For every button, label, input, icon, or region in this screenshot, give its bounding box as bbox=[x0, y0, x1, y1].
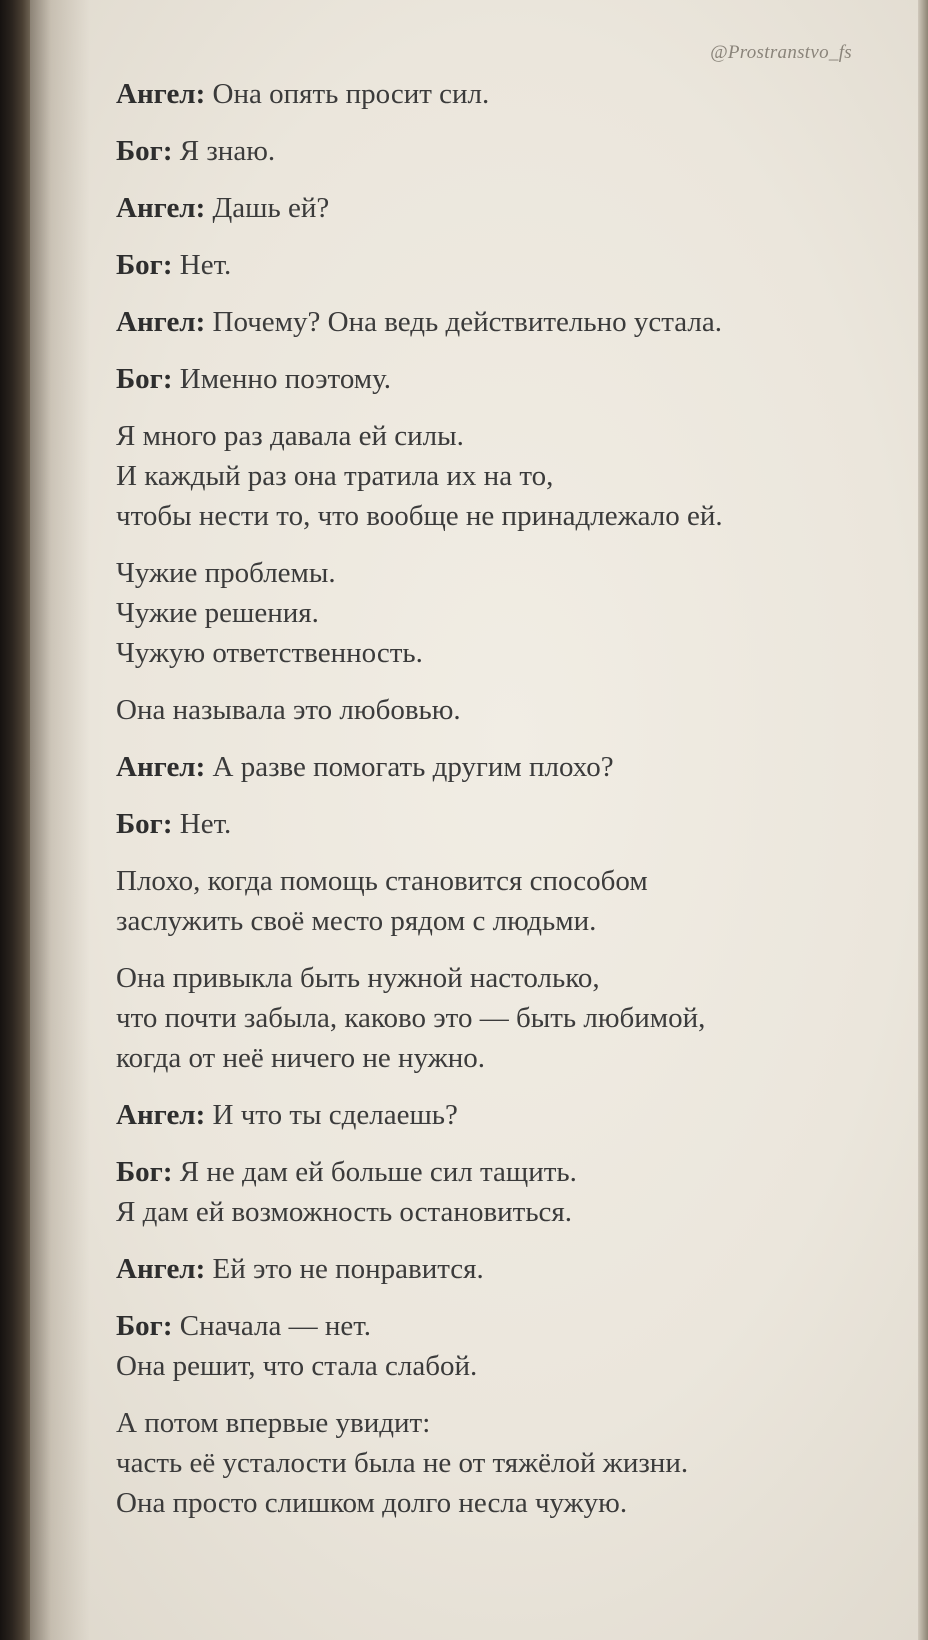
line-text: Почему? Она ведь действительно устала. bbox=[205, 306, 722, 338]
text-line bbox=[116, 1192, 886, 1232]
dialogue-block bbox=[116, 1249, 886, 1289]
watermark: @Prostranstvo_fs bbox=[710, 42, 852, 63]
dialogue-block bbox=[116, 416, 886, 536]
line-text: Она опять просит сил. bbox=[205, 78, 490, 110]
dialogue-text bbox=[116, 74, 886, 1540]
text-line bbox=[116, 1346, 886, 1386]
spine-shadow bbox=[30, 0, 90, 1640]
dialogue-block bbox=[116, 747, 886, 787]
speaker-label: Ангел: bbox=[116, 192, 206, 224]
text-line bbox=[116, 901, 886, 941]
dialogue-block bbox=[116, 1306, 886, 1386]
line-text: А потом впервые увидит: bbox=[116, 1407, 431, 1439]
text-line bbox=[116, 74, 886, 114]
dialogue-block bbox=[116, 1403, 886, 1523]
speaker-label: Ангел: bbox=[116, 1099, 206, 1131]
line-text: Чужую ответственность. bbox=[116, 637, 423, 669]
speaker-label: Ангел: bbox=[116, 1253, 206, 1285]
speaker-label: Бог: bbox=[116, 135, 173, 167]
speaker-label: Бог: bbox=[116, 249, 173, 281]
line-text: И каждый раз она тратила их на то, bbox=[116, 460, 554, 492]
line-text: Я дам ей возможность остановиться. bbox=[116, 1196, 573, 1228]
dialogue-block bbox=[116, 1152, 886, 1232]
text-line bbox=[116, 131, 886, 171]
text-line bbox=[116, 1152, 886, 1192]
line-text: Нет. bbox=[172, 249, 232, 281]
text-line bbox=[116, 1443, 886, 1483]
text-line bbox=[116, 496, 886, 536]
line-text: Ей это не понравится. bbox=[205, 1253, 484, 1285]
text-line bbox=[116, 188, 886, 228]
text-line bbox=[116, 553, 886, 593]
dialogue-block bbox=[116, 74, 886, 114]
dialogue-block bbox=[116, 131, 886, 171]
text-line bbox=[116, 456, 886, 496]
text-line bbox=[116, 1403, 886, 1443]
line-text: Именно поэтому. bbox=[172, 363, 391, 395]
line-text: Она привыкла быть нужной настолько, bbox=[116, 962, 600, 994]
text-line bbox=[116, 1483, 886, 1523]
text-line bbox=[116, 302, 886, 342]
book-spine bbox=[0, 0, 30, 1640]
line-text: что почти забыла, каково это — быть любимой, bbox=[116, 1002, 706, 1034]
line-text: И что ты сделаешь? bbox=[205, 1099, 458, 1131]
text-line bbox=[116, 690, 886, 730]
text-line bbox=[116, 747, 886, 787]
line-text: Она просто слишком долго несла чужую. bbox=[116, 1487, 628, 1519]
text-line bbox=[116, 861, 886, 901]
speaker-label: Бог: bbox=[116, 808, 173, 840]
text-line bbox=[116, 1249, 886, 1289]
line-text: Дашь ей? bbox=[205, 192, 330, 224]
speaker-label: Бог: bbox=[116, 363, 173, 395]
dialogue-block bbox=[116, 188, 886, 228]
line-text: часть её усталости была не от тяжёлой жизни. bbox=[116, 1447, 689, 1479]
line-text: А разве помогать другим плохо? bbox=[205, 751, 614, 783]
text-line bbox=[116, 958, 886, 998]
dialogue-block bbox=[116, 861, 886, 941]
text-line bbox=[116, 633, 886, 673]
line-text: Я знаю. bbox=[172, 135, 276, 167]
speaker-label: Ангел: bbox=[116, 78, 206, 110]
dialogue-block bbox=[116, 302, 886, 342]
dialogue-block bbox=[116, 359, 886, 399]
line-text: Я не дам ей больше сил тащить. bbox=[172, 1156, 577, 1188]
dialogue-block bbox=[116, 958, 886, 1078]
line-text: когда от неё ничего не нужно. bbox=[116, 1042, 485, 1074]
text-line bbox=[116, 1095, 886, 1135]
dialogue-block bbox=[116, 553, 886, 673]
text-line bbox=[116, 416, 886, 456]
text-line bbox=[116, 804, 886, 844]
text-line bbox=[116, 998, 886, 1038]
line-text: чтобы нести то, что вообще не принадлежало ей. bbox=[116, 500, 723, 532]
text-line bbox=[116, 245, 886, 285]
text-line bbox=[116, 1038, 886, 1078]
text-line bbox=[116, 359, 886, 399]
line-text: Я много раз давала ей силы. bbox=[116, 420, 464, 452]
dialogue-block bbox=[116, 804, 886, 844]
line-text: заслужить своё место рядом с людьми. bbox=[116, 905, 597, 937]
speaker-label: Бог: bbox=[116, 1156, 173, 1188]
line-text: Чужие проблемы. bbox=[116, 557, 336, 589]
dialogue-block bbox=[116, 245, 886, 285]
page-edge bbox=[918, 0, 928, 1640]
dialogue-block bbox=[116, 690, 886, 730]
line-text: Она решит, что стала слабой. bbox=[116, 1350, 478, 1382]
line-text: Нет. bbox=[172, 808, 232, 840]
speaker-label: Бог: bbox=[116, 1310, 173, 1342]
line-text: Чужие решения. bbox=[116, 597, 319, 629]
speaker-label: Ангел: bbox=[116, 306, 206, 338]
text-line bbox=[116, 1306, 886, 1346]
line-text: Она называла это любовью. bbox=[116, 694, 461, 726]
speaker-label: Ангел: bbox=[116, 751, 206, 783]
line-text: Плохо, когда помощь становится способом bbox=[116, 865, 648, 897]
line-text: Сначала — нет. bbox=[172, 1310, 372, 1342]
text-line bbox=[116, 593, 886, 633]
dialogue-block bbox=[116, 1095, 886, 1135]
